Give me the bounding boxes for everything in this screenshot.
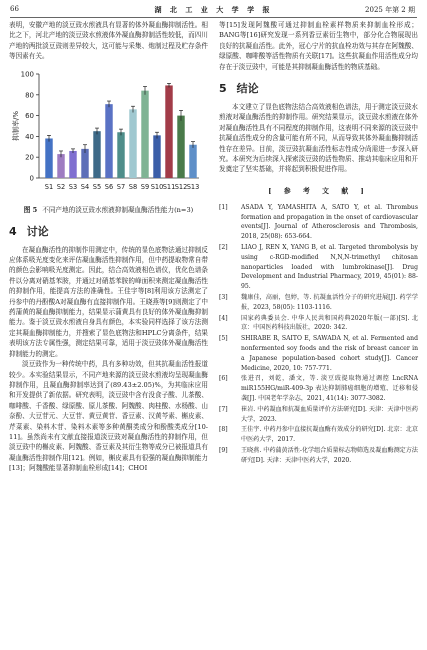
bar xyxy=(177,115,184,177)
figure-caption-label: 图 5 xyxy=(23,205,38,214)
running-header xyxy=(0,0,427,18)
x-tick-label: S13 xyxy=(186,182,200,191)
reference-number: [1] xyxy=(219,203,228,211)
y-tick-label: 60 xyxy=(25,111,34,120)
x-tick-label: S4 xyxy=(80,182,90,191)
figure-caption-text: 不同产地的淡豆豉水煎液抑制凝血酶活性能力(n=3) xyxy=(42,205,194,214)
bar xyxy=(69,151,76,178)
section-title: 讨论 xyxy=(26,224,49,238)
reference-item xyxy=(219,293,418,313)
figure-5 xyxy=(9,66,208,204)
left-column xyxy=(9,20,208,474)
reference-number: [5] xyxy=(219,335,228,343)
reference-item xyxy=(219,314,418,334)
reference-number: [9] xyxy=(219,447,228,454)
reference-text: 崔岩. 中药凝血和抗凝血质量评价方法研究[D]. 天津：天津中医药大学，2023. xyxy=(241,405,418,423)
reference-number: [6] xyxy=(219,375,228,383)
reference-item xyxy=(219,203,418,242)
x-tick-label: S10 xyxy=(150,182,164,191)
y-tick-label: 40 xyxy=(25,132,34,141)
bar xyxy=(105,104,112,178)
bar xyxy=(81,149,88,178)
reference-item xyxy=(219,425,418,445)
bar xyxy=(93,131,100,178)
y-tick-label: 20 xyxy=(25,153,34,162)
discussion-paragraph-1: 在凝血酶活性的抑制作用测定中，传统的显色底物法通过抑制反应体系吸光度变化来评估凝血酶活性抑制作用，但中药提取物常自带的颜色会影响吸光度测定。因此，结合高效液相色谱仪，优化色谱条件以分离对硝基苯胺，并通过对硝基苯胺的峰面积来测定凝血酶活性的抑制作用，能提高方法的准确性。王佳宇等[8]利用该方法测定了丹参中的丹酚酸A对凝血酶有直接抑制作用。王晓燕等[9]则测定了中药蒲黄的凝血酶抑制能力，结果显示蒲黄具有良好的体外凝血酶抑制能力。鉴于淡豆豉水煎液自身具有颜色，本实验同样选择了该方法测定其凝血酶抑制能力，并搜索了显色底物法和HPLC分离条件，结果表明该方法专属性强，测定结果可靠，适用于淡豆豉体外凝血酶活性抑制能力的测定。 xyxy=(9,245,208,358)
reference-number: [2] xyxy=(219,244,228,252)
reference-item xyxy=(219,374,418,403)
reference-text: LIAO J, REN X, YANG B, et al. Targeted thrombolysis by using c-RGD-modified N,N,N-trimethyl chitosan nanoparticles loaded with lumbrokinase[J]. Drug Development and Industrial Pharmacy, 2019, 45(01): 88-95. xyxy=(241,244,418,291)
x-tick-label: S8 xyxy=(128,182,138,191)
reference-text: 张进召，刘乾，潘文，等. 淡豆豉提取物通过调控 LncRNA miR155HG/miR-409-3p 表达抑制肺癌细胞的增殖、迁移和侵袭[J]. 中国老年学杂志，2021, 41(14): 3077-3082. xyxy=(241,375,418,403)
y-tick-label: 100 xyxy=(20,70,34,79)
x-tick-label: S2 xyxy=(56,182,66,191)
discussion-paragraph-2: 淡豆豉作为一种传统中药，具有多种功效，但其抗凝血活性报道较少。本实验结果显示，不同产地来源的淡豆豉水煎液均呈现凝血酶抑制作用，且凝血酶抑制率达到了(89.43±2.05)%，为其临床应用和开发提供了新依据。研究表明，淡豆豉中含有没食子酸、儿茶酸、咖啡酸、千香酸、绿原酸、原儿茶酸、阿魏酸、肉桂酸、水杨酸、山奈酚、大豆苷元、大豆苷、黄豆黄苷、香豆素、汉黄芩素、槲皮素、芹菜素、染料木苷、染料木素等多种黄酮类成分和酚酸类成分[10-11]。虽然尚未有文献直接报道淡豆豉对凝血酶活性的抑制作用，但淡豆豉中的槲皮素、阿魏酸、香豆素及其衍生物等成分已被报道具有凝血酶活性抑制作用[12]。例如，槲皮素具有很强的凝血酶抑制能力[13]；阿魏酸能显著抑制血栓形成[14]；CHOI xyxy=(9,360,208,473)
bar xyxy=(57,154,64,178)
paragraph-top-right: 等[15]发现阿魏酸可通过抑制血栓素样物质来抑制血栓形成；BANG等[16]研究发现一系列香豆素衍生物中，部分化合物展现出良好的抗凝血活性。此外，冠心宁片的抗血栓功效与其存在阿魏酸、绿原酸、咖啡酸等活性物质有关联[17]。这些抗凝血作用活性成分均存在于淡豆豉中，可能是其抑制凝血酶活性的物质基础。 xyxy=(219,21,418,71)
bar xyxy=(141,90,148,177)
y-axis-label: 抑制率/% xyxy=(12,110,20,141)
reference-number: [3] xyxy=(219,294,228,302)
section-number: 4 xyxy=(9,224,17,238)
issue-label: 2025 年第 2 期 xyxy=(365,6,415,14)
reference-item xyxy=(219,446,418,466)
bar xyxy=(129,109,136,178)
x-tick-label: S6 xyxy=(104,182,114,191)
x-tick-label: S1 xyxy=(44,182,54,191)
bar xyxy=(165,85,172,178)
x-tick-label: S3 xyxy=(68,182,78,191)
bar xyxy=(117,132,124,178)
reference-item xyxy=(219,243,418,292)
x-tick-label: S9 xyxy=(140,182,150,191)
reference-number: [8] xyxy=(219,426,228,434)
bar xyxy=(45,138,52,178)
section-number: 5 xyxy=(219,82,227,96)
bar xyxy=(189,144,196,177)
section-heading-discussion xyxy=(9,223,208,239)
reference-item xyxy=(219,405,418,425)
reference-text: 王晓燕. 中药蒲黄活性-化学组合质量标志物筛选及凝血酶测定方法研究[D]. 天津：天津中医药大学，2020. xyxy=(241,447,418,464)
x-tick-label: S5 xyxy=(92,182,102,191)
header-rule xyxy=(10,17,417,18)
x-tick-label: S12 xyxy=(174,182,188,191)
journal-title: 湖 北 工 业 大 学 学 报 xyxy=(154,5,273,14)
y-tick-label: 80 xyxy=(25,90,34,99)
section-heading-conclusion xyxy=(219,80,418,96)
page-number: 66 xyxy=(10,5,19,13)
reference-item xyxy=(219,334,418,373)
reference-text: 王佳宇. 中药丹参中直接抗凝血酶有效成分的研究[D]. 北京：北京中医药大学，2017. xyxy=(241,426,418,444)
x-tick-label: S7 xyxy=(116,182,126,191)
right-column xyxy=(219,20,418,467)
reference-number: [7] xyxy=(219,405,228,413)
reference-text: 国家药典委员会. 中华人民共和国药典2020年版(一部)[S]. 北京：中国医药科技出版社，2020: 342. xyxy=(241,314,418,332)
reference-text: ASADA Y, YAMASHITA A, SATO Y, et al. Thrombus formation and propagation in the onset of cardiovascular events[J]. Journal of Atherosclerosis and Thrombosis, 2018, 25(08): 653-664. xyxy=(241,203,418,241)
reference-list xyxy=(219,203,418,466)
figure-caption xyxy=(9,205,208,215)
paragraph-top-left: 表明，安徽产地的淡豆豉水煎液具有显著的体外凝血酶抑制活性。相比之下，河北产地的淡豆豉水煎液体外凝血酶抑制活性较低，而四川产地的两批淡豆豉则差异较大，这可能与采集、炮制过程及贮存条件等因素有关。 xyxy=(9,21,208,61)
bar-chart xyxy=(9,66,208,204)
y-tick-label: 0 xyxy=(29,174,34,183)
x-tick-label: S11 xyxy=(162,182,176,191)
conclusion-paragraph: 本文建立了显色底物法结合高效液相色谱法，用于测定淡豆豉水煎液对凝血酶活性的抑制作用。研究结果显示，淡豆豉水煎液在体外对凝血酶活性具有不同程度的抑制作用，这表明不同来源的淡豆豉中抗凝血活性成分的含量可能有所不同，从而导致其体外凝血酶抑制活性存在差异。目前，淡豆豉抗凝血活性标志性成分尚需进一步深入研究。本研究为后续深入探索淡豆豉的活性物质、推动其临床应用和开发奠定了坚实基础，并将起到积极促进作用。 xyxy=(219,103,418,174)
bar xyxy=(153,135,160,178)
references-heading: [ 参 考 文 献 ] xyxy=(268,186,369,195)
section-title: 结论 xyxy=(236,82,259,96)
reference-text: SHIRABE R, SAITO E, SAWADA N, et al. Fermented and nonfermented soy foods and the risk of breast cancer in a Japanese population-based cohort study[J]. Cancer Medicine, 2020, 10: 757-771. xyxy=(241,335,418,372)
reference-text: 魏康佳，高丽，包婷，等. 抗凝血活性分子的研究进展[J]. 药学学报，2023, 58(05): 1103-1116. xyxy=(241,294,418,311)
reference-number: [4] xyxy=(219,314,228,322)
